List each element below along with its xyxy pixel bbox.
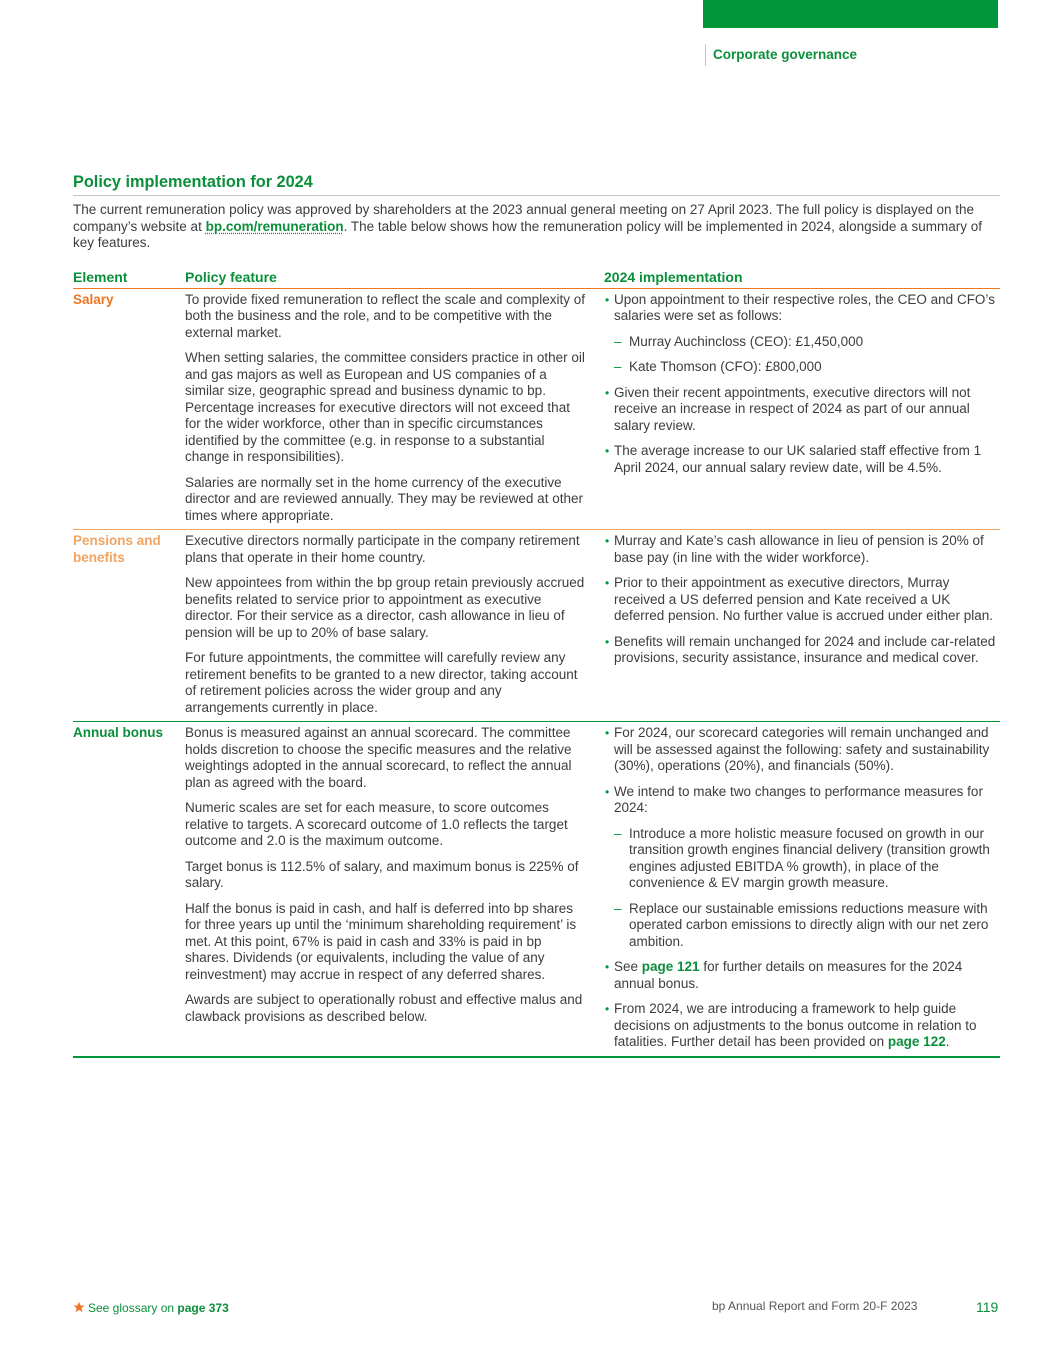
implementation-bullet: • The average increase to our UK salaried staff effective from 1 April 2024, our annual salary review date, will be 4.5%. xyxy=(604,443,1000,476)
policy-paragraph: Executive directors normally participate in the company retirement plans that operate in their home country. xyxy=(185,533,580,565)
implementation-list xyxy=(604,533,1000,667)
table-header-row xyxy=(73,269,1000,289)
policy-paragraph: Salaries are normally set in the home currency of the executive director and are reviewed annually. They may be reviewed at other times where appropriate. xyxy=(185,474,583,523)
remuneration-policy-link[interactable]: bp.com/remuneration xyxy=(205,218,344,234)
implementation-bullet: • Prior to their appointment as executive directors, Murray received a US deferred pension and Kate received a UK deferred pension. No further value is accrued under either plan. xyxy=(604,575,1000,625)
header-accent-bar xyxy=(703,0,998,28)
implementation-bullet: • Benefits will remain unchanged for 2024 and include car-related provisions, security assistance, insurance and medical cover. xyxy=(604,634,1000,667)
implementation-sub-list xyxy=(614,334,1000,376)
policy-paragraph: For future appointments, the committee will carefully review any retirement benefits to be granted to a new director, taking account of retirement policies across the wider group and any arrangements currently in place. xyxy=(185,650,578,715)
column-header-element: Element xyxy=(73,269,185,289)
policy-paragraph: To provide fixed remuneration to reflect the scale and complexity of both the business and the role, and to be competitive with the external market. xyxy=(185,291,585,340)
glossary-text: See glossary on xyxy=(88,1301,178,1315)
publication-title: bp Annual Report and Form 20-F 2023 xyxy=(712,1299,918,1313)
implementation-list xyxy=(604,725,1000,1051)
table-row-salary xyxy=(73,288,1000,530)
policy-paragraph: Numeric scales are set for each measure, to score outcomes relative to targets. A scorecard outcome of 1.0 reflects the target outcome and 2.0 is the maximum outcome. xyxy=(185,800,568,848)
element-cell xyxy=(73,530,185,722)
implementation-bullet: • Given their recent appointments, executive directors will not receive an increase in respect of 2024 as part of our annual salary review. xyxy=(604,385,1000,435)
implementation-bullet xyxy=(604,959,1000,992)
implementation-sub-bullet: – Murray Auchincloss (CEO): £1,450,000 xyxy=(614,334,1000,351)
implementation-list xyxy=(604,292,1000,477)
implementation-bullet xyxy=(604,1001,1000,1051)
policy-implementation-table xyxy=(73,269,1000,1058)
element-cell xyxy=(73,722,185,1057)
intro-text: The current remuneration policy was approved by shareholders at the 2023 annual general meeting on 27 April 2023. The full policy is displayed on the company’s website at xyxy=(73,202,975,234)
implementation-cell xyxy=(604,530,1000,722)
bullet-text: From 2024, we are introducing a framework to help guide decisions on adjustments to the bonus outcome in relation to fatalities. Further detail has been provided on xyxy=(614,1001,977,1049)
policy-paragraph: When setting salaries, the committee considers practice in other oil and gas majors as well as European and US companies of a similar size, geographic spread and business dynamic to bp. Percentage increases for executive directors will not exceed that for the wider workforce, other than in specific circumstances identified by the committee (e.g. in response to a substantial change in responsibilities). xyxy=(185,350,585,464)
intro-text: . The table below shows how the remuneration policy will be implemented in 2024, alongside a summary of key features. xyxy=(73,218,982,250)
title-divider xyxy=(73,195,1000,196)
main-content xyxy=(73,172,1000,1058)
bullet-text: See xyxy=(614,959,642,974)
table-row-annual-bonus xyxy=(73,722,1000,1057)
column-header-implementation: 2024 implementation xyxy=(604,269,1000,289)
page-122-link[interactable]: page 122 xyxy=(887,1034,946,1049)
footer-glossary-note xyxy=(73,1300,229,1316)
element-cell xyxy=(73,288,185,530)
policy-paragraph: New appointees from within the bp group retain previously accrued benefits related to service prior to appointment as executive director. For their service as a director, cash allowance in lieu of pension will be up to 20% of base salary. xyxy=(185,575,585,640)
implementation-bullet: • For 2024, our scorecard categories will remain unchanged and will be assessed against the following: safety and sustainability (30%), operations (20%), and financials (50%). xyxy=(604,725,1000,775)
page-number: 119 xyxy=(976,1299,999,1315)
implementation-sub-bullet: – Introduce a more holistic measure focused on growth in our transition growth engines financial delivery (transition growth engines adjusted EBITDA % growth), in place of the convenience & EV margin growth measure. xyxy=(614,826,1000,892)
bullet-text: Upon appointment to their respective roles, the CEO and CFO’s salaries were set as follows: xyxy=(614,291,995,323)
policy-feature-cell xyxy=(185,530,604,722)
table-row-pensions-and-benefits xyxy=(73,530,1000,722)
implementation-sub-list xyxy=(614,826,1000,951)
policy-paragraph: Target bonus is 112.5% of salary, and maximum bonus is 225% of salary. xyxy=(185,858,579,890)
implementation-cell xyxy=(604,288,1000,530)
bullet-text: We intend to make two changes to performance measures for 2024: xyxy=(614,783,983,815)
page-title: Policy implementation for 2024 xyxy=(73,173,313,191)
glossary-page-link[interactable]: page 373 xyxy=(177,1301,229,1315)
policy-paragraph: Half the bonus is paid in cash, and half is deferred into bp shares for three years up until the ‘minimum shareholding requirement’ is met. At this point, 67% is paid in cash and 33% is paid in bp shares. Dividends (or equivalents, including the value of any reinvestment) may accrue in respect of any deferred shares. xyxy=(185,900,577,982)
bullet-text: . xyxy=(945,1034,950,1049)
policy-paragraph: Bonus is measured against an annual scorecard. The committee holds discretion to choose the specific measures and the relative weightings adopted in the annual scorecard, to reflect the annual plan as agreed with the board. xyxy=(185,725,572,790)
implementation-bullet xyxy=(604,292,1000,376)
star-icon xyxy=(73,1301,85,1313)
page-121-link[interactable]: page 121 xyxy=(641,959,700,974)
section-label: Corporate governance xyxy=(713,47,858,62)
element-label: Salary xyxy=(73,291,114,307)
element-label: Annual bonus xyxy=(73,725,163,740)
implementation-bullet: • Murray and Kate’s cash allowance in lieu of pension is 20% of base pay (in line with the wider workforce). xyxy=(604,533,1000,566)
element-label: Pensions and benefits xyxy=(73,533,161,565)
implementation-sub-bullet: – Replace our sustainable emissions reductions measure with operated carbon emissions to directly align with our net zero ambition. xyxy=(614,901,1000,951)
implementation-sub-bullet: – Kate Thomson (CFO): £800,000 xyxy=(614,359,1000,376)
intro-paragraph xyxy=(73,202,1000,252)
implementation-bullet xyxy=(604,784,1000,951)
bullet-text: for further details on measures for the 2024 annual bonus. xyxy=(614,959,963,991)
policy-paragraph: Awards are subject to operationally robust and effective malus and clawback provisions as described below. xyxy=(185,992,583,1024)
policy-feature-cell xyxy=(185,722,604,1057)
implementation-cell xyxy=(604,722,1000,1057)
column-header-policy-feature: Policy feature xyxy=(185,269,604,289)
section-divider xyxy=(705,44,706,66)
policy-feature-cell xyxy=(185,288,604,530)
